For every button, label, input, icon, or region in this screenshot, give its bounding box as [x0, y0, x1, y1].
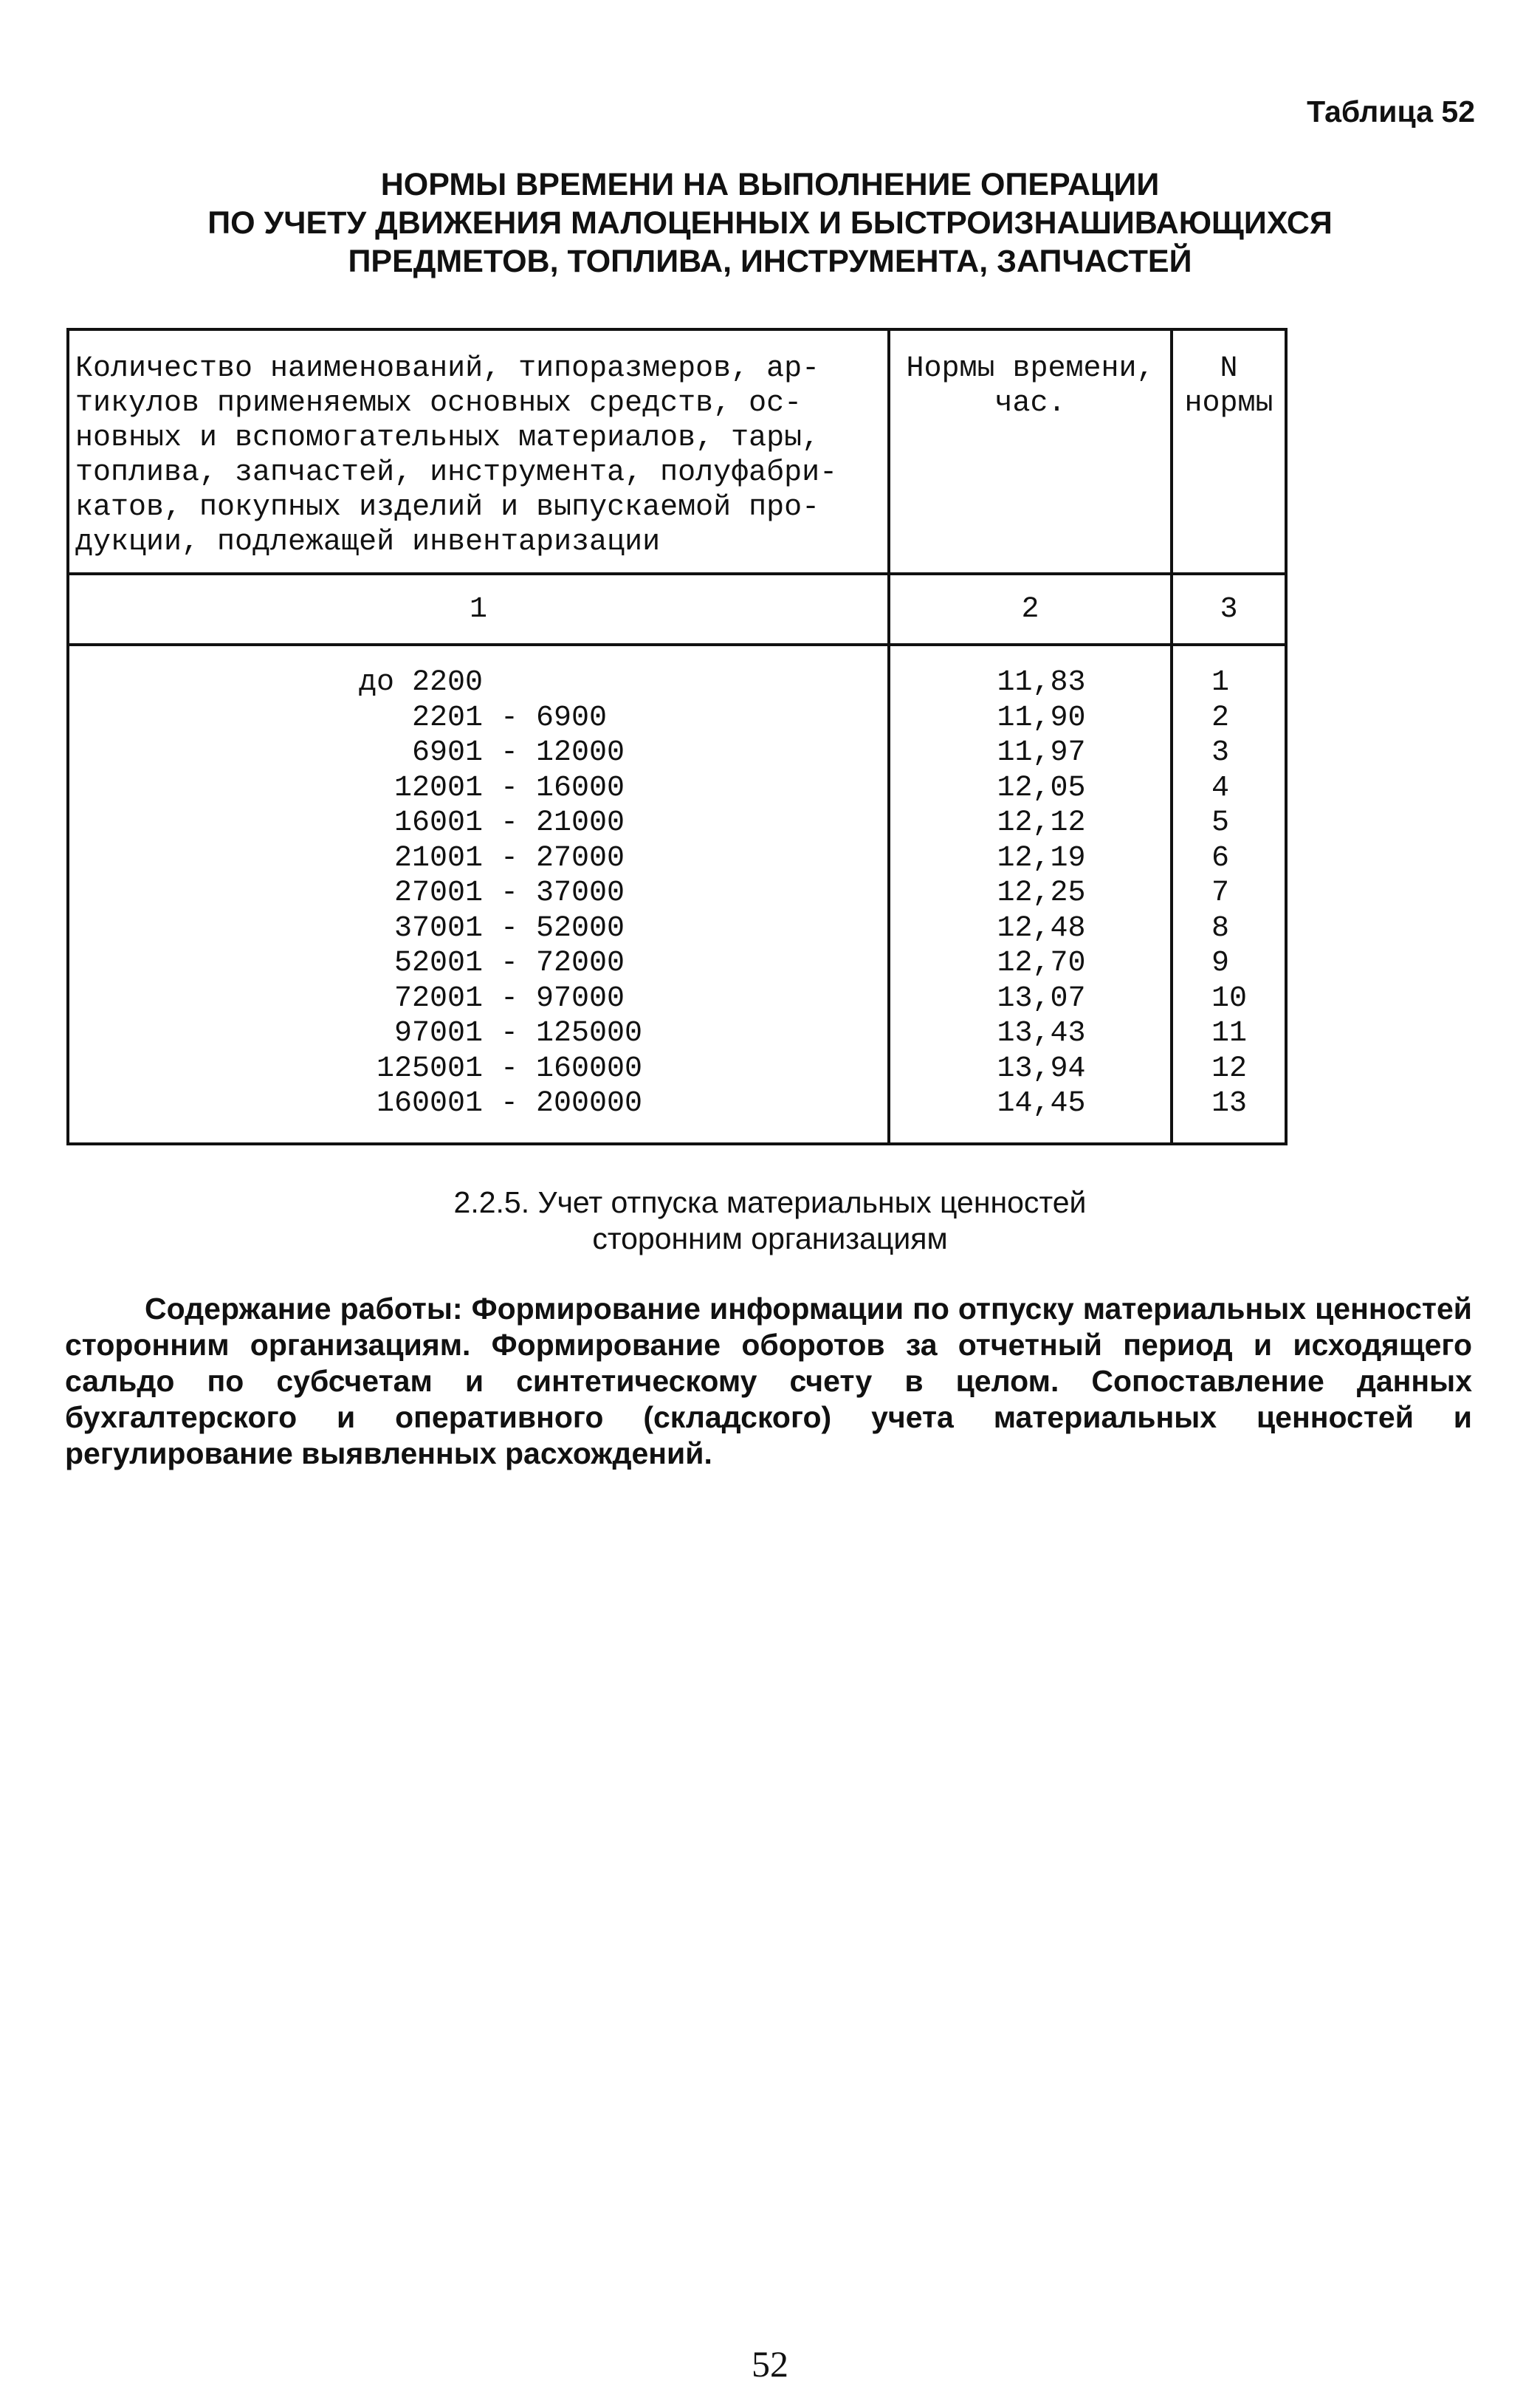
- range-separator: [483, 665, 536, 701]
- range-value: [69, 771, 887, 806]
- norm-number: 12: [1211, 1052, 1248, 1086]
- range-from: 160001: [376, 1087, 483, 1120]
- header-text-line: N: [1220, 352, 1238, 385]
- norm-number: 4: [1211, 771, 1230, 805]
- range-value: [69, 841, 887, 877]
- range-separator: -: [500, 1017, 518, 1050]
- range-from: 12001: [393, 771, 483, 805]
- range-to: 12000: [536, 736, 625, 770]
- header-cell-number: [1172, 329, 1286, 574]
- range-to: 160000: [536, 1052, 643, 1086]
- range-value: [69, 1052, 887, 1087]
- title-line: ПРЕДМЕТОВ, ТОПЛИВА, ИНСТРУМЕНТА, ЗАПЧАСТЕЙ: [348, 244, 1192, 279]
- range-separator: -: [500, 1052, 518, 1086]
- header-cell-norm: [889, 329, 1172, 574]
- range-to: 72000: [536, 947, 625, 980]
- range-value: [69, 736, 887, 771]
- norm-number: 11: [1211, 1017, 1248, 1050]
- time-norms-table: [66, 328, 1288, 1145]
- column-number-row: [68, 574, 1286, 645]
- range-separator: -: [500, 806, 518, 840]
- title-line: НОРМЫ ВРЕМЕНИ НА ВЫПОЛНЕНИЕ ОПЕРАЦИИ: [380, 167, 1160, 202]
- range-to: 52000: [536, 911, 625, 945]
- range-from: 2201: [411, 701, 483, 735]
- range-column: [68, 645, 889, 1144]
- range-value: [69, 1016, 887, 1052]
- column-number: 2: [889, 574, 1172, 645]
- header-cell-quantity: [68, 329, 889, 574]
- range-from: 6901: [411, 736, 483, 770]
- range-separator: -: [500, 701, 518, 735]
- range-to: 125000: [536, 1017, 643, 1050]
- range-to: 37000: [536, 877, 625, 910]
- norm-value: 11,90: [997, 701, 1086, 735]
- section-heading-line: сторонним организациям: [592, 1221, 948, 1255]
- header-text-line: Количество наименований, типоразмеров, ар-: [75, 352, 820, 385]
- range-value: [69, 981, 887, 1017]
- range-from: 72001: [393, 981, 483, 1015]
- norm-value: 11,83: [997, 666, 1086, 699]
- norm-number: 6: [1211, 841, 1230, 875]
- header-text-line: час.: [994, 387, 1066, 420]
- range-separator: -: [500, 1087, 518, 1120]
- norm-value: 13,07: [997, 981, 1086, 1015]
- range-value: [69, 911, 887, 947]
- table-header-row: [68, 329, 1286, 574]
- range-to: 6900: [536, 701, 608, 735]
- range-from: 27001: [393, 877, 483, 910]
- range-to: 200000: [536, 1087, 643, 1120]
- range-from: 97001: [393, 1017, 483, 1050]
- header-text-line: Нормы времени,: [906, 352, 1155, 385]
- header-text-line: тикулов применяемых основных средств, ос-: [75, 387, 802, 420]
- norm-value: 12,05: [997, 771, 1086, 805]
- range-value: [69, 876, 887, 911]
- range-separator: -: [500, 841, 518, 875]
- norm-value: 13,43: [997, 1017, 1086, 1050]
- range-to: 16000: [536, 771, 625, 805]
- range-separator: -: [500, 736, 518, 770]
- range-from: 125001: [376, 1052, 483, 1086]
- table-body-row: [68, 645, 1286, 1144]
- norm-number: 1: [1211, 666, 1230, 699]
- range-value: [69, 665, 887, 701]
- range-value: [69, 1086, 887, 1122]
- column-number: 1: [68, 574, 889, 645]
- norm-number: 5: [1211, 806, 1230, 840]
- range-separator: -: [500, 981, 518, 1015]
- norm-value: 13,94: [997, 1052, 1086, 1086]
- norm-number: 8: [1211, 911, 1230, 945]
- header-text-line: дукции, подлежащей инвентаризации: [75, 526, 661, 559]
- page-number: 52: [752, 2343, 788, 2385]
- header-text-line: нормы: [1184, 387, 1273, 420]
- norm-number: 10: [1211, 981, 1248, 1015]
- work-content-paragraph: Содержание работы: Формирование информации по отпуску материальных ценностей сторонним организациям. Формирование оборотов за отчетный период и исходящего сальдо по субсчетам и синтетическому счету в целом. Сопоставление данных бухгалтерского и оперативного (складского) учета материальных ценностей и регулирование выявленных расхождений.: [65, 1292, 1472, 1470]
- norm-value: 12,70: [997, 947, 1086, 980]
- norm-number: 2: [1211, 701, 1230, 735]
- number-column: [1172, 645, 1286, 1144]
- norm-number: 9: [1211, 947, 1230, 980]
- range-value: [69, 806, 887, 841]
- title-line: ПО УЧЕТУ ДВИЖЕНИЯ МАЛОЦЕННЫХ И БЫСТРОИЗНАШИВАЮЩИХСЯ: [207, 205, 1333, 241]
- range-to: 27000: [536, 841, 625, 875]
- norm-value: 12,12: [997, 806, 1086, 840]
- range-value: [69, 701, 887, 736]
- document-title: [0, 165, 1540, 281]
- norm-number: 13: [1211, 1087, 1248, 1120]
- range-separator: -: [500, 947, 518, 980]
- range-separator: -: [500, 877, 518, 910]
- range-separator: -: [500, 911, 518, 945]
- header-text-line: катов, покупных изделий и выпускаемой про-: [75, 491, 820, 524]
- range-from: до 2200: [358, 666, 483, 699]
- section-heading-line: 2.2.5. Учет отпуска материальных ценностей: [453, 1185, 1087, 1219]
- norm-column: [889, 645, 1172, 1144]
- norm-value: 12,19: [997, 841, 1086, 875]
- norm-number: 3: [1211, 736, 1230, 770]
- section-heading: [0, 1185, 1540, 1257]
- range-from: 37001: [393, 911, 483, 945]
- norm-value: 12,48: [997, 911, 1086, 945]
- table-label: Таблица 52: [1307, 95, 1475, 128]
- header-text-line: новных и вспомогательных материалов, тары,: [75, 422, 820, 455]
- column-number: 3: [1172, 574, 1286, 645]
- range-from: 21001: [393, 841, 483, 875]
- range-to: 97000: [536, 981, 625, 1015]
- range-value: [69, 946, 887, 981]
- norm-value: 12,25: [997, 877, 1086, 910]
- norm-number: 7: [1211, 877, 1230, 910]
- norm-value: 14,45: [997, 1087, 1086, 1120]
- range-from: 16001: [393, 806, 483, 840]
- header-text-line: топлива, запчастей, инструмента, полуфабри-: [75, 456, 838, 490]
- range-separator: -: [500, 771, 518, 805]
- range-from: 52001: [393, 947, 483, 980]
- range-to: 21000: [536, 806, 625, 840]
- norm-value: 11,97: [997, 736, 1086, 770]
